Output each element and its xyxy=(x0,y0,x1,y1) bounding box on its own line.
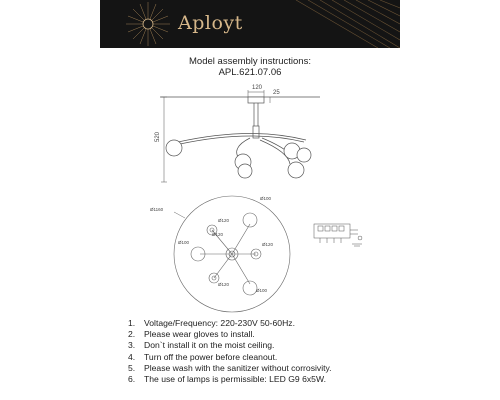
diameter-label: Ø1160 xyxy=(150,207,164,212)
model-number: APL.621.07.06 xyxy=(218,67,282,78)
brand-banner xyxy=(100,0,400,48)
page-title: Model assembly instructions: xyxy=(189,56,311,67)
ring-label-2: Ø100 xyxy=(178,240,190,245)
note-item: 5. Please wash with the sanitizer without corrosivity. xyxy=(128,362,332,373)
note-item: 6. The use of lamps is permissible: LED G9 6x5W. xyxy=(128,374,326,385)
side-view xyxy=(160,90,320,182)
note-item: 2. Please wear gloves to install. xyxy=(128,329,255,340)
top-view xyxy=(174,196,290,312)
canopy-height-label: 25 xyxy=(273,90,280,96)
note-item: 4. Turn off the power before cleanout. xyxy=(128,351,278,362)
brand-logo-text: Aployt xyxy=(178,12,243,34)
ring-label-6: Ø120 xyxy=(212,232,224,237)
note-item: 3. Don`t install it on the moist ceiling. xyxy=(128,340,275,351)
safety-notes-list xyxy=(128,318,398,385)
note-item: 1. Voltage/Frequency: 220-230V 50-60Hz. xyxy=(128,318,295,328)
width-label: 120 xyxy=(252,85,263,91)
instruction-sheet xyxy=(100,0,400,400)
ring-label-3: Ø100 xyxy=(256,288,268,293)
technical-drawing xyxy=(100,78,400,314)
height-label: 520 xyxy=(155,131,161,142)
ring-label-7: Ø120 xyxy=(218,282,230,287)
ring-label-1: Ø100 xyxy=(260,196,272,201)
ring-label-4: Ø120 xyxy=(218,218,230,223)
terminal-block-diagram xyxy=(314,224,362,246)
ring-label-5: Ø120 xyxy=(262,242,274,247)
sunburst-logo xyxy=(100,0,400,48)
